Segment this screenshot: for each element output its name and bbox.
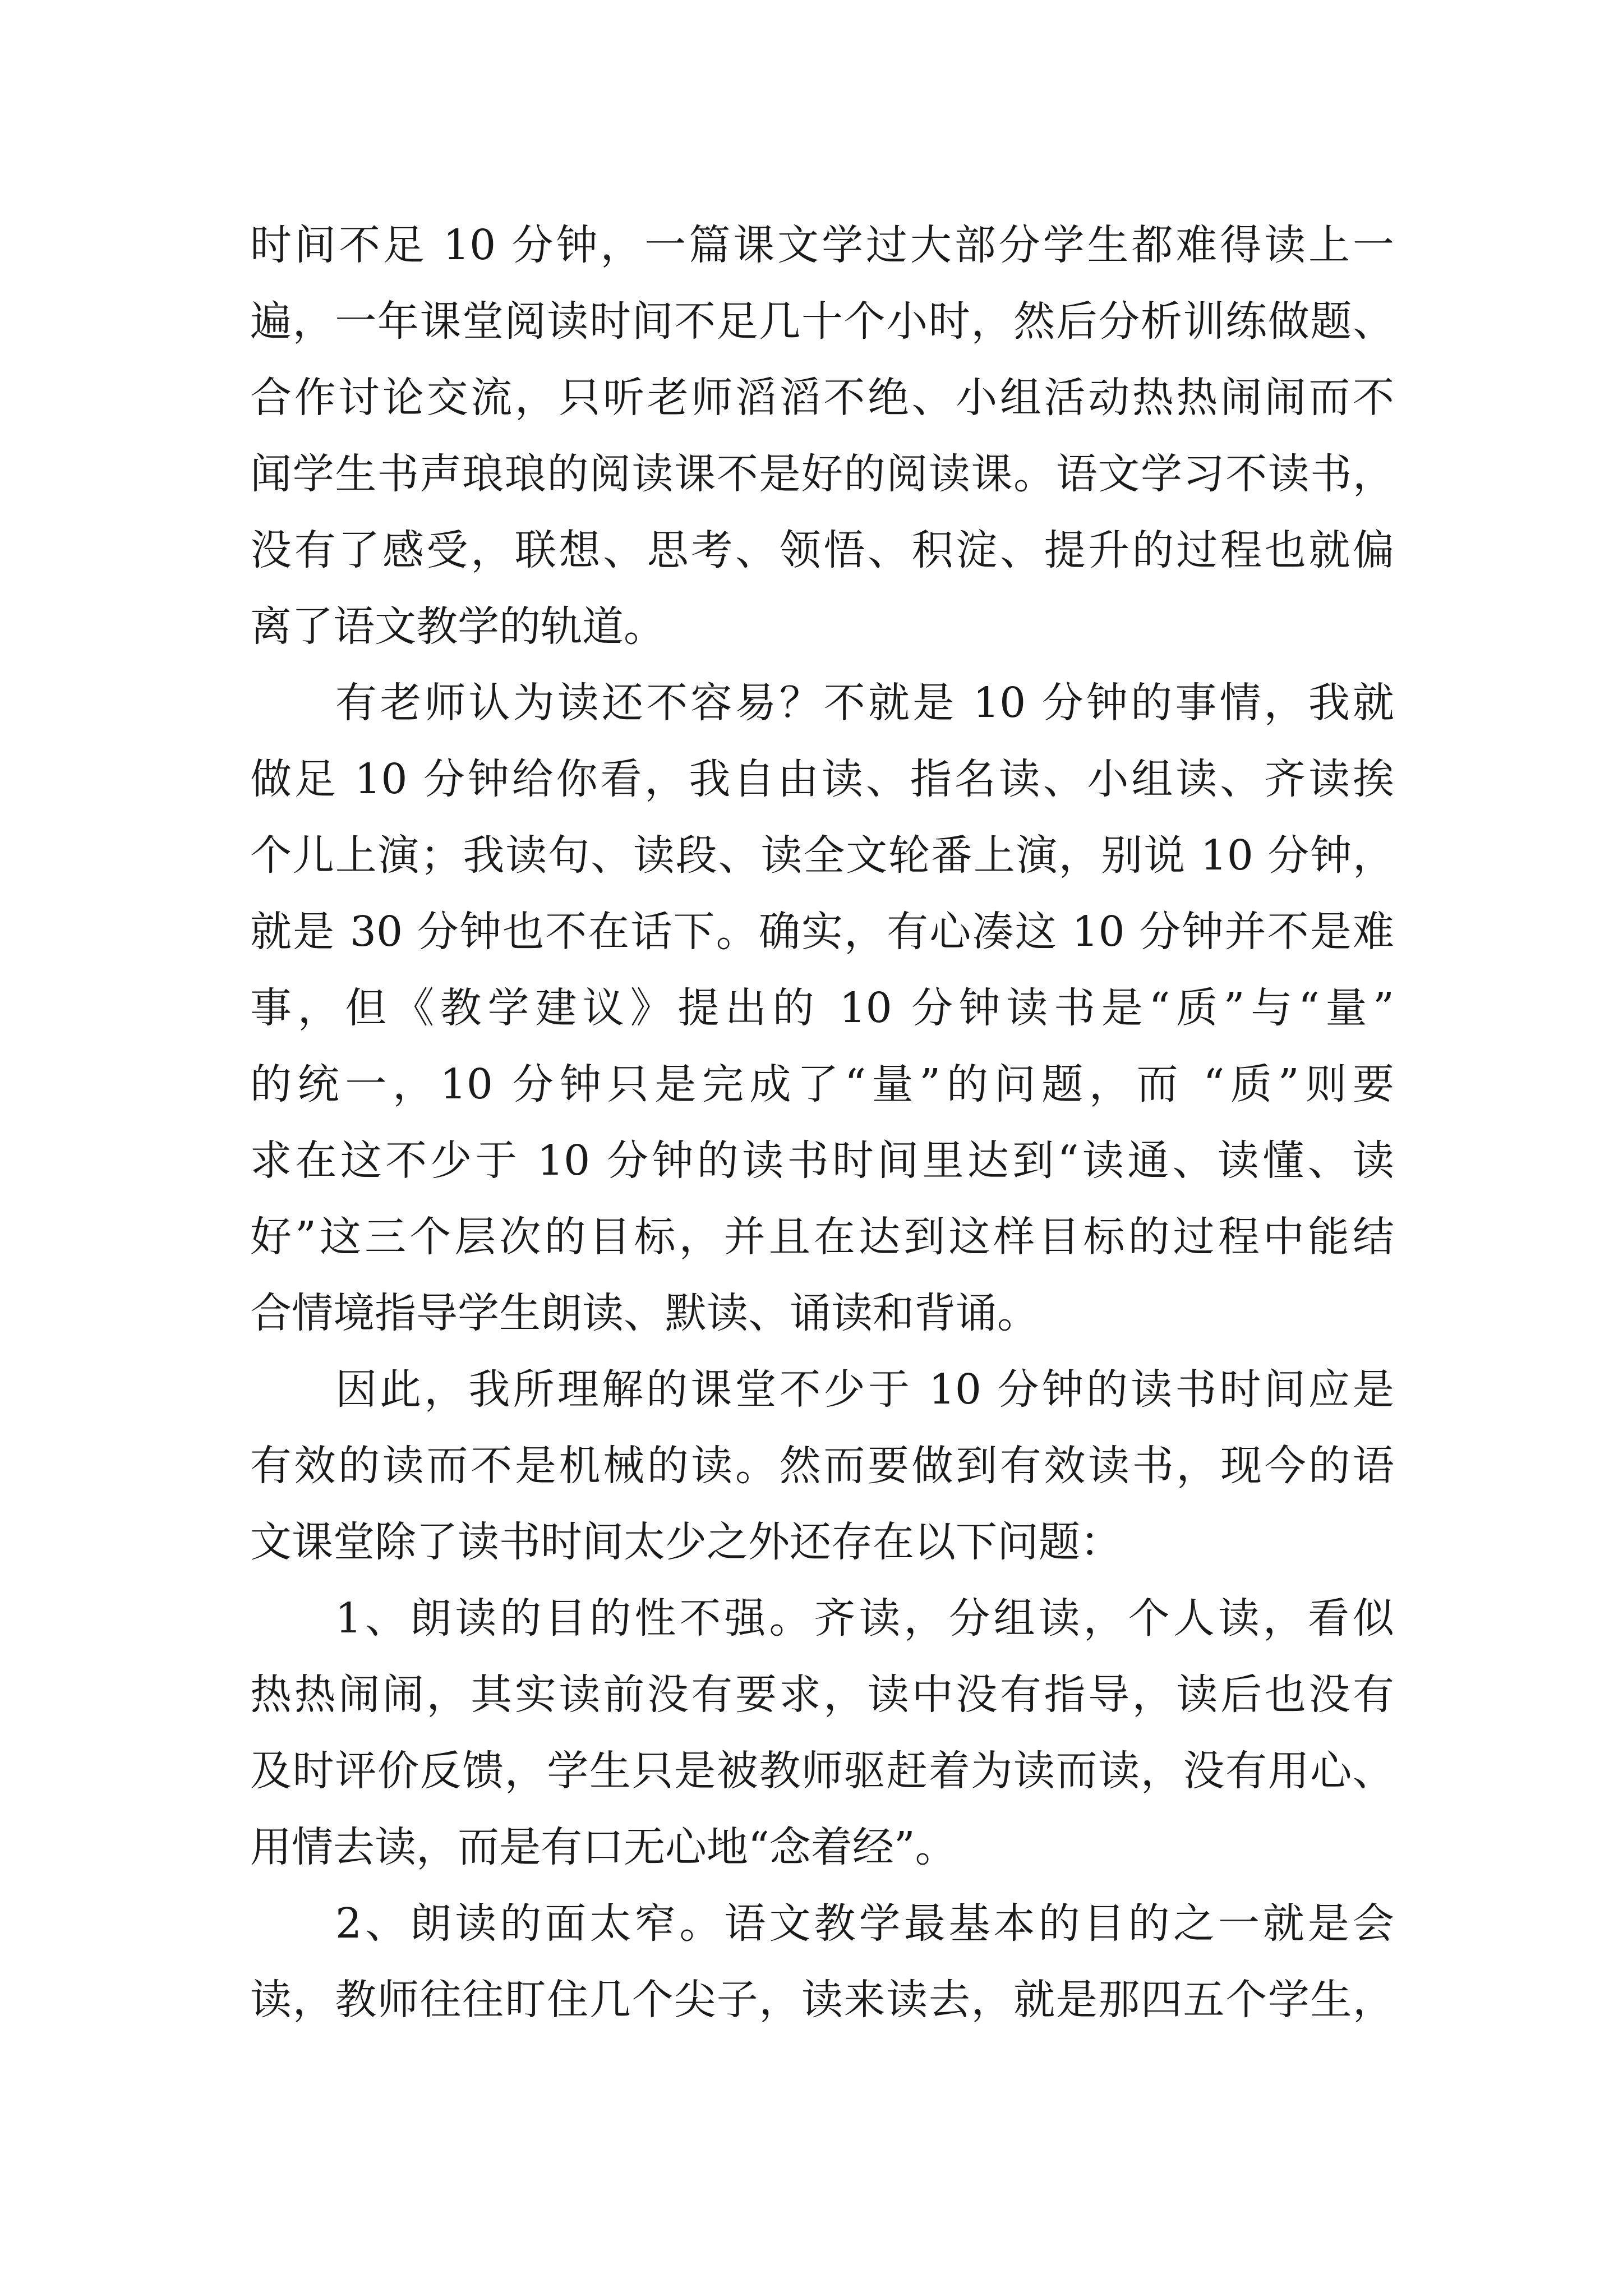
- paragraph-4: [250, 1580, 1394, 1885]
- text-line: 读，教师往往盯住几个尖子，读来读去，就是那四五个学生，: [250, 1976, 1394, 2024]
- paragraph-3: [250, 1351, 1394, 1580]
- text-line: 有效的读而不是机械的读。然而要做到有效读书，现今的语: [250, 1442, 1394, 1490]
- text-line: 文课堂除了读书时间太少之外还存在以下问题：: [250, 1518, 1122, 1566]
- text-line: 合作讨论交流，只听老师滔滔不绝、小组活动热热闹闹而不: [250, 374, 1394, 422]
- text-line: 1、朗读的目的性不强。齐读，分组读，个人读，看似: [335, 1594, 1394, 1642]
- paragraph-1: [250, 207, 1394, 665]
- text-line: 热热闹闹，其实读前没有要求，读中没有指导，读后也没有: [250, 1671, 1394, 1719]
- text-line: 2、朗读的面太窄。语文教学最基本的目的之一就是会: [335, 1899, 1394, 1948]
- paragraph-2: [250, 665, 1394, 1351]
- text-line: 因此，我所理解的课堂不少于 10 分钟的读书时间应是: [335, 1365, 1394, 1414]
- text-line: 遍，一年课堂阅读时间不足几十个小时，然后分析训练做题、: [250, 297, 1394, 346]
- text-line: 闻学生书声琅琅的阅读课不是好的阅读课。语文学习不读书，: [250, 450, 1394, 498]
- text-line: 事，但《教学建议》提出的 10 分钟读书是“质”与“量”: [250, 984, 1394, 1032]
- text-line: 好”这三个层次的目标，并且在达到这样目标的过程中能结: [250, 1213, 1394, 1261]
- text-line: 有老师认为读还不容易？不就是 10 分钟的事情，我就: [335, 679, 1394, 727]
- text-line: 离了语文教学的轨道。: [250, 602, 665, 651]
- text-line: 时间不足 10 分钟，一篇课文学过大部分学生都难得读上一: [250, 221, 1394, 269]
- text-line: 就是 30 分钟也不在话下。确实，有心凑这 10 分钟并不是难: [250, 908, 1394, 956]
- text-line: 用情去读，而是有口无心地“念着经”。: [250, 1823, 957, 1871]
- text-line: 没有了感受，联想、思考、领悟、积淀、提升的过程也就偏: [250, 526, 1394, 574]
- text-line: 合情境指导学生朗读、默读、诵读和背诵。: [250, 1289, 1039, 1337]
- body-text: [250, 207, 1394, 2038]
- paragraph-5: [250, 1885, 1394, 2038]
- text-line: 个儿上演；我读句、读段、读全文轮番上演，别说 10 分钟，: [250, 831, 1394, 880]
- text-line: 做足 10 分钟给你看，我自由读、指名读、小组读、齐读挨: [250, 755, 1394, 803]
- text-line: 求在这不少于 10 分钟的读书时间里达到“读通、读懂、读: [250, 1137, 1394, 1185]
- text-line: 的统一，10 分钟只是完成了“量”的问题，而 “质”则要: [250, 1060, 1394, 1108]
- text-line: 及时评价反馈，学生只是被教师驱赶着为读而读，没有用心、: [250, 1747, 1394, 1795]
